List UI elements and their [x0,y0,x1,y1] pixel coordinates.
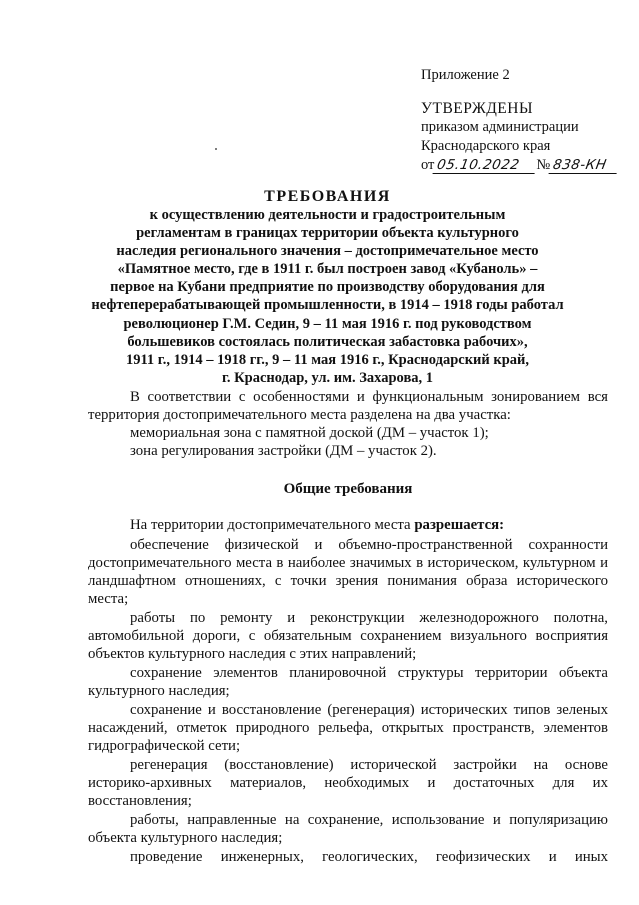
title-line: «Памятное место, где в 1911 г. был построен завод «Кубаноль» – [117,261,538,278]
zone-item: мемориальная зона с памятной доской (ДМ – участок 1); [130,425,489,441]
date-prefix: от [421,157,435,173]
permission-item: обеспечение физической и объемно-пространственной сохранности достопримечательного места в наиболее значимых в историческом, культурном и ландшафтном отношениях, с точки зрения понимания образа исторического места; [88,537,608,607]
appendix-label: Приложение 2 [421,67,510,83]
permission-item: проведение инженерных, геологических, геофизических и иных [130,849,608,865]
title-line: наследия регионального значения – достопримечательное место [116,243,539,260]
title-line: большевиков состоялась политическая забастовка рабочих», [127,333,528,350]
handwritten-date: 05.10.2022 [433,157,538,174]
permission-keyword: разрешается: [414,517,505,533]
title-line: г. Краснодар, ул. им. Захарова, 1 [221,369,434,386]
handwritten-number: 838-КН [549,157,620,174]
document-title [40,188,615,387]
zone-item: зона регулирования застройки (ДМ – участок 2). [130,443,437,459]
permission-intro [88,516,608,534]
title-line: нефтеперерабатывающей промышленности, в 1914 – 1918 годы работал [91,297,564,314]
approved-heading: УТВЕРЖДЕНЫ [421,100,533,117]
permission-item: работы, направленные на сохранение, использование и популяризацию объекта культурного наследия; [88,812,608,846]
approval-line-2: Краснодарского края [421,138,551,154]
title-line: революционер Г.М. Седин, 9 – 11 мая 1916 г. под руководством [123,315,532,332]
approval-block [421,66,626,175]
title-main: ТРЕБОВАНИЯ [264,188,391,205]
permission-item: сохранение и восстановление (регенерация) исторических типов зеленых насаждений, отметок природного рельефа, открытых пространств, элементов гидрографической сети; [88,702,608,754]
title-line: 1911 г., 1914 – 1918 гг., 9 – 11 мая 1916 г., Краснодарский край, [125,351,530,368]
number-prefix: № [536,157,551,173]
title-line: регламентам в границах территории объекта культурного [136,225,519,242]
permission-item: регенерация (восстановление) исторической застройки на основе историко-архивных материалов, необходимых и достаточных для их восстановления; [88,757,608,809]
approval-line-1: приказом администрации [421,119,579,135]
scan-speck [215,148,217,150]
intro-paragraph: В соответствии с особенностями и функциональным зонированием вся территория достопримечательного места разделена на два участка: [88,389,608,423]
permission-item: работы по ремонту и реконструкции железнодорожного полотна, автомобильной дороги, с обязательным сохранением визуального восприятия объектов культурного наследия с этих направлений; [88,610,608,662]
section-heading: Общие требования [283,481,413,497]
document-body [88,388,608,867]
title-line: первое на Кубани предприятие по производству оборудования для [110,279,545,296]
title-line: к осуществлению деятельности и градостроительным [149,207,506,223]
approval-date-line [421,156,626,175]
permission-prefix: На территории достопримечательного места [130,517,415,533]
permission-item: сохранение элементов планировочной структуры территории объекта культурного наследия; [88,665,608,699]
